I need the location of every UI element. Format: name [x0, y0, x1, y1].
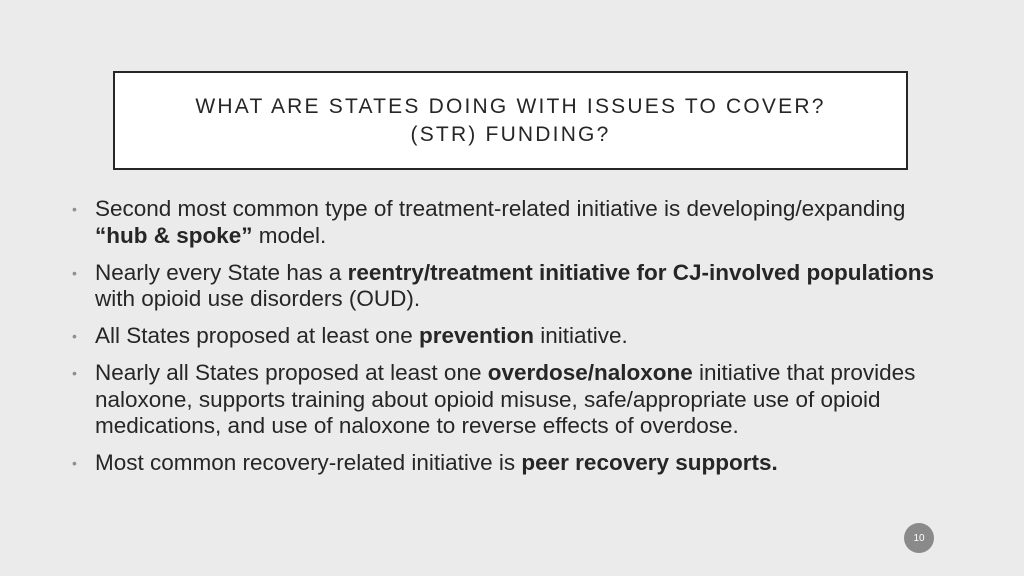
bullet-text: Most common recovery-related initiative is [95, 450, 522, 475]
bullet-text: Nearly all States proposed at least one [95, 360, 488, 385]
bullet-bold-text: “hub & spoke” [95, 222, 253, 248]
page-number-badge: 10 [904, 523, 934, 553]
bullet-text: All States proposed at least one [95, 323, 419, 348]
bullet-bold-text: prevention [418, 323, 534, 348]
bullet-text: model. [252, 222, 327, 248]
bullet-dot-icon: • [72, 455, 77, 471]
bullet-text: Second most common type of treatment-related initiative is developing/expanding [95, 196, 906, 221]
bullet-item [72, 360, 952, 440]
bullet-bold-text: overdose/naloxone [487, 360, 693, 385]
bullet-bold-text: peer recovery supports. [521, 450, 778, 475]
slide-title-line-1: WHAT ARE STATES DOING WITH ISSUES TO COVER? [195, 94, 826, 118]
bullet-text: initiative. [534, 323, 628, 348]
bullet-text: with opioid use disorders (OUD). [95, 286, 421, 311]
bullet-dot-icon: • [72, 201, 77, 217]
bullet-item [72, 450, 952, 477]
bullet-dot-icon: • [72, 328, 77, 344]
bullet-list [72, 196, 952, 487]
bullet-item [72, 196, 952, 249]
title-box [113, 71, 908, 170]
slide-title-line-2: (STR) FUNDING? [410, 122, 611, 146]
bullet-text: initiative that provides naloxone, supports training about opioid misuse, safe/appropriate use of opioid medications, and use of naloxone to reverse effects of overdose. [95, 360, 916, 438]
bullet-bold-text: reentry/treatment initiative for CJ-involved populations [347, 259, 934, 285]
bullet-text: Nearly every State has a [95, 259, 348, 285]
bullet-item [72, 260, 952, 313]
bullet-item [72, 323, 952, 350]
bullet-dot-icon: • [72, 264, 77, 281]
bullet-dot-icon: • [72, 365, 77, 381]
